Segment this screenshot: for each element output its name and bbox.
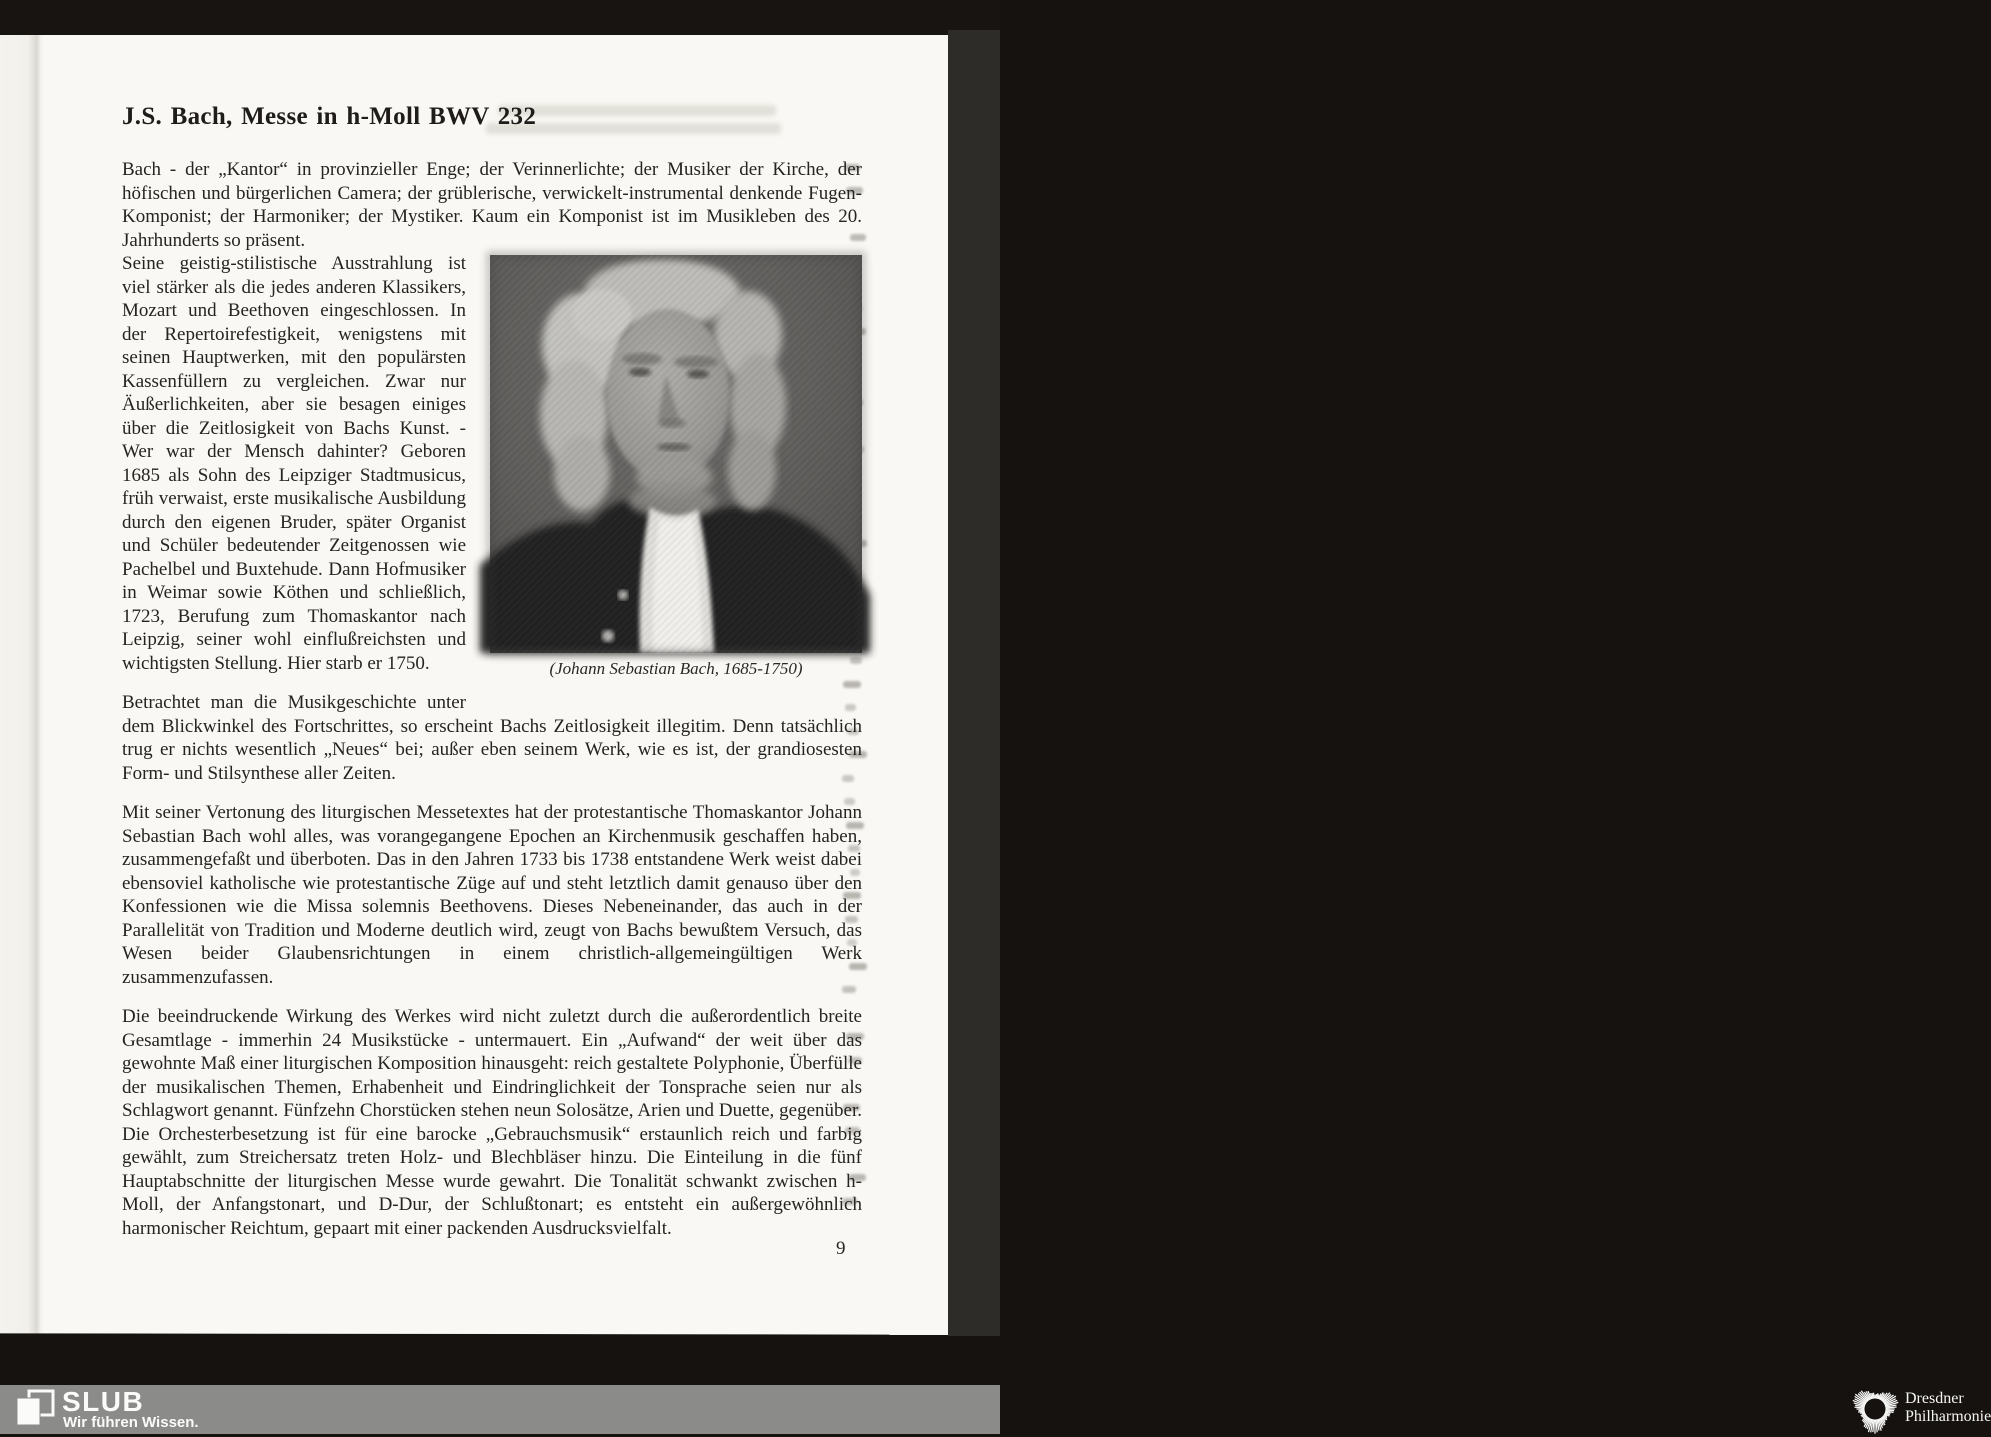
footer-watermark-bar — [0, 1385, 1000, 1434]
bach-portrait-figure — [490, 255, 862, 679]
slub-logo — [0, 1385, 1000, 1434]
bio-paragraph: Seine geistig-stilistische Ausstrahlung ist viel stärker als die jedes anderen Klassikers, Mozart und Beethoven eingeschlossen. In der Repertoirefestigkeit, wenigstens mit seinen Hauptwerken, mit den populärsten Kassenfüllern zu vergleichen. Zwar nur Äußerlichkeiten, aber sie besagen einiges über die Zeitlosigkeit von Bachs Kunst. - Wer war der Mensch dahinter? Geboren 1685 als Sohn des Leipziger Stadtmusicus, früh verwaist, erste musikalische Ausbildung durch den eigenen Bruder, später Organist und Schüler bedeutender Zeitgenossen wie Pachelbel und Buxtehude. Dann Hofmusiker in Weimar sowie Köthen und schließlich, 1723, Berufung zum Thomaskantor nach Leipzig, seiner wohl einflußreichsten und wichtigsten Stellung. Hier starb er 1750. — [122, 252, 862, 675]
slub-tagline: Wir führen Wissen. — [63, 1414, 199, 1431]
scan-background-right — [948, 30, 1000, 1336]
bach-portrait-image — [490, 255, 862, 653]
philharmonie-name-line2: Philharmonie — [1905, 1408, 1991, 1426]
philharmonie-name-line1: Dresdner — [1905, 1390, 1991, 1408]
slub-wordmark: SLUB — [62, 1386, 144, 1418]
page-fold-crease — [28, 35, 44, 1336]
scan-background-top — [0, 0, 1000, 35]
page-number: 9 — [836, 1238, 846, 1260]
portrait-caption: (Johann Sebastian Bach, 1685-1750) — [490, 659, 862, 679]
philharmonie-starburst-icon — [1847, 1381, 1903, 1437]
paragraph-wirkung: Die beeindruckende Wirkung des Werkes wird nicht zuletzt durch die außerordentlich breite Gesamtlage - immerhin 24 Musikstücke - untermauert. Ein „Aufwand“ der weit über das gewohnte Maß einer liturgischen Komposition hinausgeht: reich gestaltete Polyphonie, Überfülle der musikalischen Themen, Erhabenheit und Eindringlichkeit der Tonsprache seien nur als Schlagwort genannt. Fünfzehn Chorstücken stehen neun Solosätze, Arien und Duette, gegenüber. Die Orchesterbesetzung ist für eine barocke „Gebrauchsmusik“ erstaunlich reich und farbig gewählt, zum Streichersatz treten Holz- und Blechbläser hinzu. Die Einteilung in die fünf Hauptabschnitte der liturgischen Messe wurde gewahrt. Die Tonalität schwankt zwischen h-Moll, der Anfangstonart, und D-Dur, der Schlußtonart; es entsteht ein außergewöhnlich harmonischer Reichtum, gepaart mit einer packenden Ausdrucksvielfalt. — [122, 1005, 862, 1240]
paragraph-vertonung: Mit seiner Vertonung des liturgischen Messetextes hat der protestantische Thomaskantor Johann Sebastian Bach wohl alles, was vorangegangene Epochen an Kirchenmusik geschaffen haben, zusammengefaßt und überboten. Das in den Jahren 1733 bis 1738 entstandene Werk weist dabei ebensoviel katholische wie protestantische Züge auf und steht letztlich damit genauso über den Konfessionen wie die Missa solemnis Beethovens. Dieses Nebeneinander, das auch in der Parallelität von Tradition und Moderne deutlich wird, zeugt von Bachs bewußtem Versuch, das Wesen beider Glaubensrichtungen in einem christlich-allgemeingültigen Werk zusammenzufassen. — [122, 801, 862, 989]
page-bottom-edge — [0, 1333, 948, 1338]
page-content — [122, 103, 862, 1240]
paragraph-musikgeschichte: Betrachtet man die Musikgeschichte unter dem Blickwinkel des Fortschrittes, so erscheint Bachs Zeitlosigkeit illegitim. Denn tatsächlich trug er nichts wesentlich „Neues“ bei; außer eben seinem Werk, wie es ist, der grandiosesten Form- und Stilsynthese aller Zeiten. — [122, 691, 862, 785]
page-gutter — [0, 35, 28, 1336]
page-title: J.S. Bach, Messe in h-Moll BWV 232 — [122, 103, 862, 131]
philharmonie-name — [1905, 1390, 1991, 1425]
scanned-page — [0, 35, 948, 1336]
intro-paragraph: Bach - der „Kantor“ in provinzieller Enge; der Verinnerlichte; der Musiker der Kirche, der höfischen und bürgerlichen Camera; der grüblerische, verwickelt-instrumental denkende Fugen-Komponist; der Harmoniker; der Mystiker. Kaum ein Komponist ist im Musikleben des 20. Jahrhunderts so präsent. — [122, 158, 862, 252]
slub-book-icon — [14, 1389, 56, 1429]
